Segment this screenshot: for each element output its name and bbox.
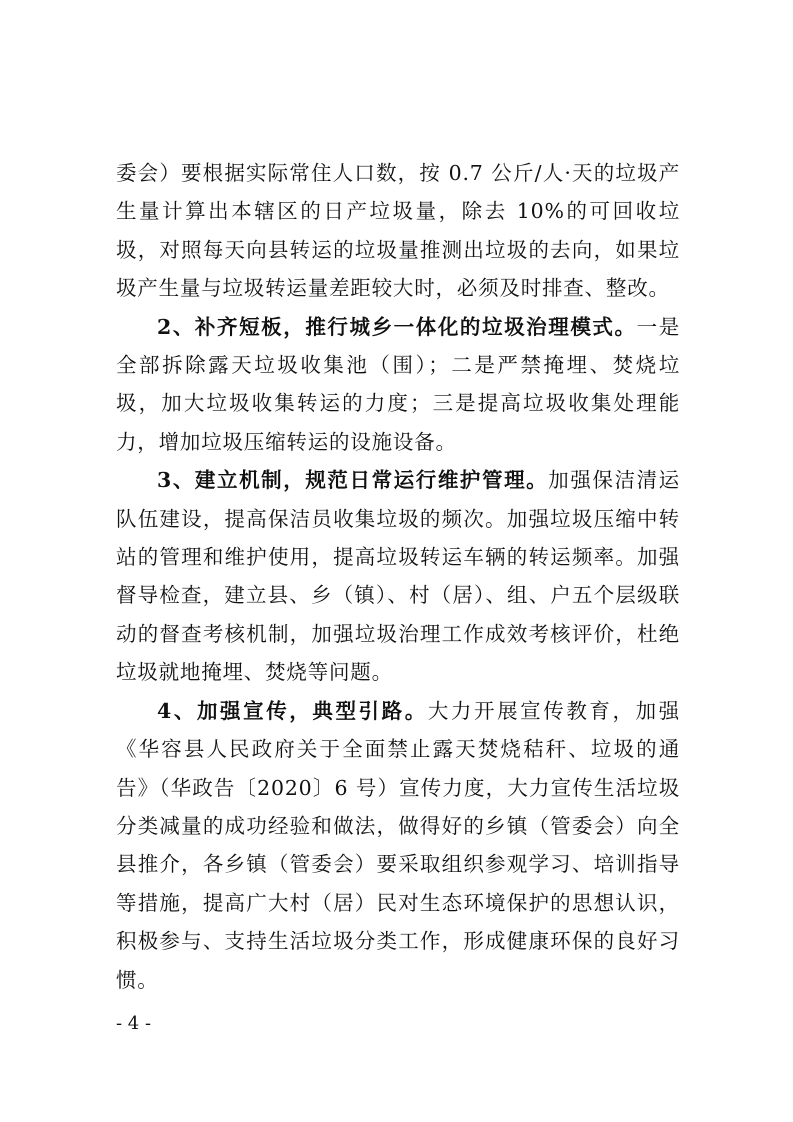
paragraph-heading: 4、加强宣传，典型引路。 [157,698,428,723]
paragraph-text: 大力开展宣传教育，加强《华容县人民政府关于全面禁止露天焚烧秸秆、垃圾的通告》（华政告〔2020〕6 号）宣传力度，大力宣传生活垃圾分类减量的成功经验和做法，做得好的乡镇（管委会）向全县推介，各乡镇（管委会）要采取组织参观学习、培训指导等措施，提高广大村（居）民对生态环境保护的思想认识，积极参与、支持生活垃圾分类工作，形成健康环保的良好习惯。 [116,698,680,992]
document-body [116,154,680,999]
paragraph-text: 委会）要根据实际常住人口数，按 0.7 公斤/人·天的垃圾产生量计算出本辖区的日产垃圾量，除去 10%的可回收垃圾，对照每天向县转运的垃圾量推测出垃圾的去向，如果垃圾产生量与垃圾转运量差距较大时，必须及时排查、整改。 [116,161,680,301]
paragraph-item-4 [116,692,680,999]
paragraph-heading: 2、补齐短板，推行城乡一体化的垃圾治理模式。 [157,314,637,339]
paragraph-item-3 [116,461,680,691]
paragraph-continued [116,154,680,308]
paragraph-heading: 3、建立机制，规范日常运行维护管理。 [157,468,549,493]
paragraph-text: 加强保洁清运队伍建设，提高保洁员收集垃圾的频次。加强垃圾压缩中转站的管理和维护使用，提高垃圾转运车辆的转运频率。加强督导检查，建立县、乡（镇）、村（居）、组、户五个层级联动的督查考核机制，加强垃圾治理工作成效考核评价，杜绝垃圾就地掩埋、焚烧等问题。 [116,468,680,685]
paragraph-text: 一是全部拆除露天垃圾收集池（围）；二是严禁掩埋、焚烧垃圾，加大垃圾收集转运的力度；三是提高垃圾收集处理能力，增加垃圾压缩转运的设施设备。 [116,314,680,454]
paragraph-item-2 [116,308,680,462]
page-number: - 4 - [116,1013,152,1034]
